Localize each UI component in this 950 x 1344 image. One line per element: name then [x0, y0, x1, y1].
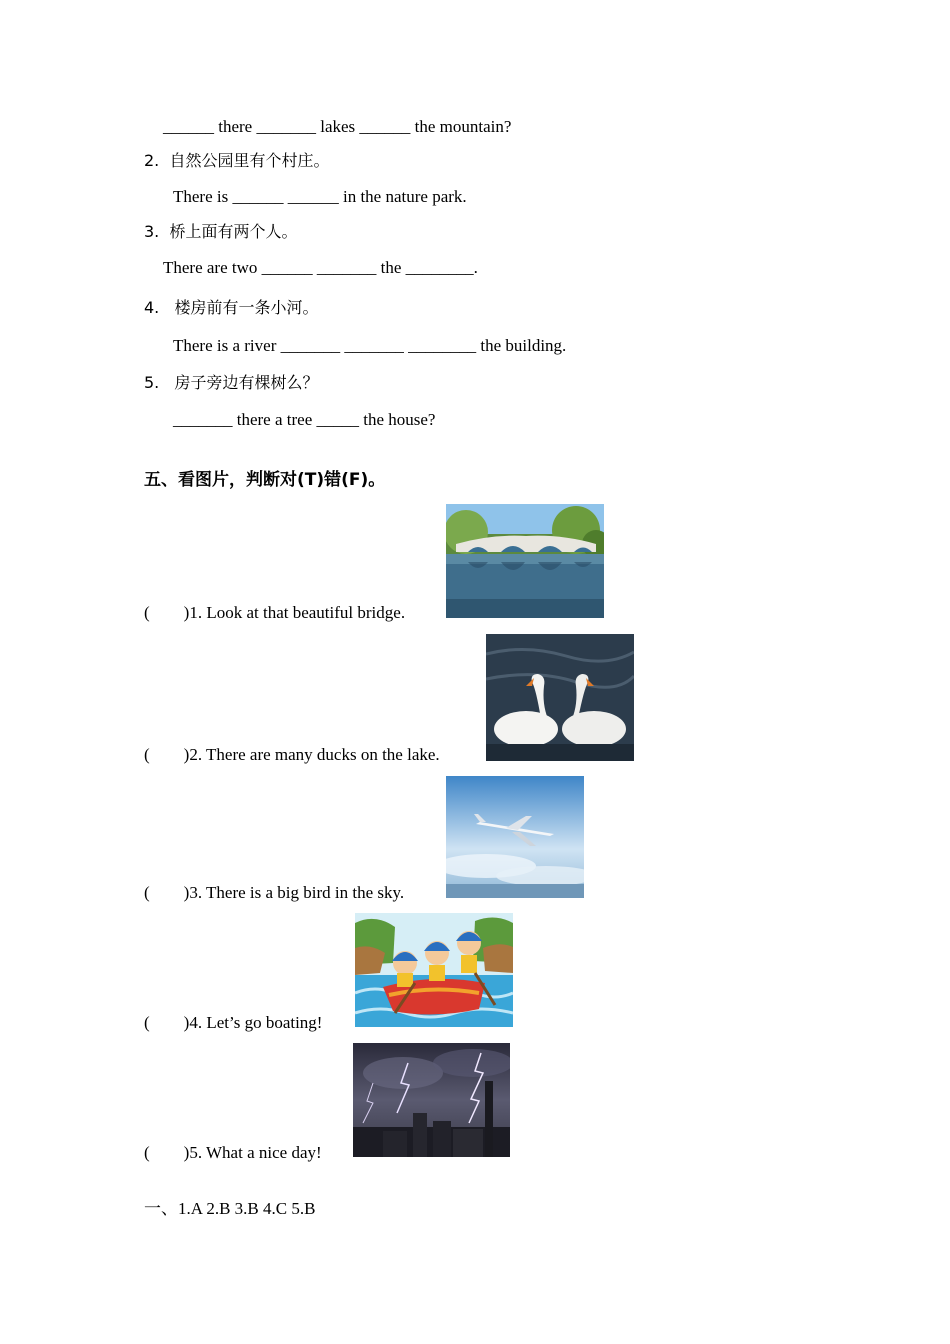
q3-chinese-prompt: 3. 桥上面有两个人。 [144, 222, 298, 241]
swans-photo [486, 634, 634, 761]
answer-key-line: 一、1.A 2.B 3.B 4.C 5.B [144, 1199, 316, 1218]
storm-photo [353, 1043, 510, 1157]
q5-chinese-prompt: 5. 房子旁边有棵树么？ [144, 373, 319, 392]
bridge-photo [446, 504, 604, 618]
item5-statement: ( )5. What a nice day! [144, 1143, 322, 1162]
q4-english-sentence: There is a river _______ _______ ________ the building. [173, 336, 567, 355]
q1-english-sentence: ______ there _______ lakes ______ the mountain? [163, 117, 512, 136]
q4-chinese-prompt: 4. 楼房前有一条小河。 [144, 298, 319, 317]
item2-statement: ( )2. There are many ducks on the lake. [144, 745, 440, 764]
airplane-photo [446, 776, 584, 898]
section5-heading: 五、看图片，判断对(T)错(F)。 [144, 470, 386, 490]
q2-chinese-prompt: 2. 自然公园里有个村庄。 [144, 151, 330, 170]
q2-english-sentence: There is ______ ______ in the nature park. [173, 187, 467, 206]
q3-english-sentence: There are two ______ _______ the ________. [163, 258, 478, 277]
item4-statement: ( )4. Let’s go boating! [144, 1013, 323, 1032]
boating-cartoon [355, 913, 513, 1027]
q5-english-sentence: _______ there a tree _____ the house? [173, 410, 436, 429]
item3-statement: ( )3. There is a big bird in the sky. [144, 883, 405, 902]
item1-statement: ( )1. Look at that beautiful bridge. [144, 603, 406, 622]
